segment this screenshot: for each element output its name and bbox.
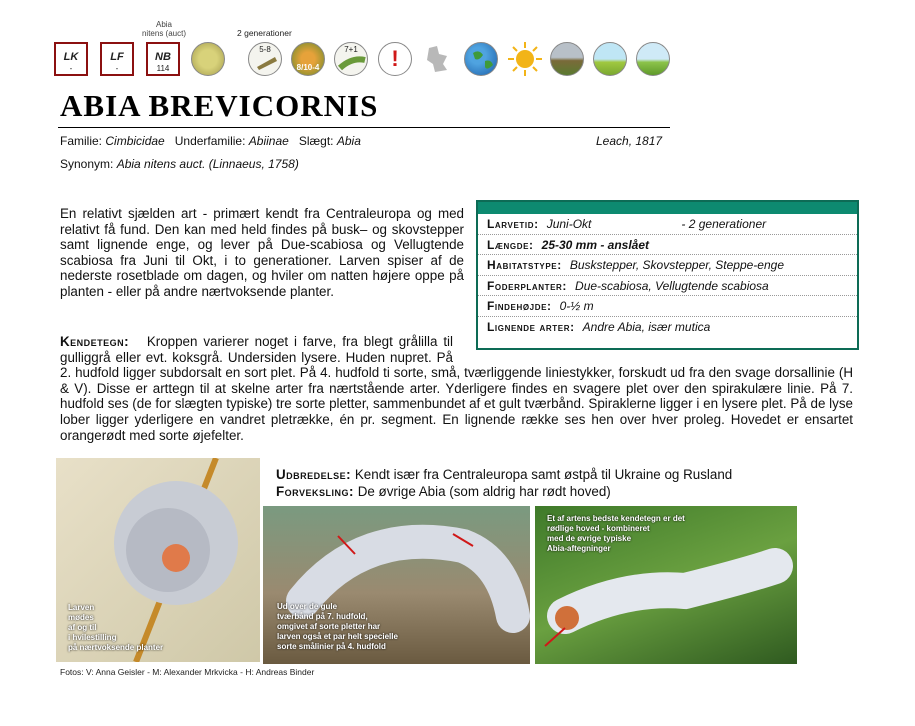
distribution-block: Udbredelse: Kendt især fra Centraleuropa samt østpå til Ukraine og Rusland Forveksling: De øvrige Abia (som aldrig har rødt hoved) [276, 467, 733, 499]
sun-icon[interactable] [506, 40, 544, 78]
taxonomy-line: Familie: Cimbicidae Underfamilie: Abiinae Slægt: Abia [60, 134, 361, 148]
meadow-habitat-icon[interactable] [593, 42, 627, 76]
adult-wasp-icon[interactable]: 5-8 [248, 42, 282, 76]
author: Leach, 1817 [596, 134, 663, 148]
egg-icon[interactable] [191, 42, 225, 76]
title-divider [58, 127, 670, 128]
info-row-habitat: Habitatstype: Buskstepper, Skovstepper, Steppe-enge [478, 255, 857, 276]
denmark-map-icon[interactable] [421, 42, 455, 76]
photo-larva-markings[interactable]: Ud over de gule tværbånd på 7. hudfold, omgivet af sorte pletter har larven også et par helt specielle sorte smålinier på 4. hudfold [263, 506, 530, 664]
info-row-lignende: Lignende arter: Andre Abia, især mutica [487, 319, 711, 334]
kendetegn-paragraph: Kendetegn: Kroppen varierer noget i farve, fra blegt grålilla til gulliggrå eller evt. koksgrå. Undersiden lysere. Huden nupret. På 2. hudfold ligger subdorsalt en sort plet. På 4. hudfold ti sorte, små, tværliggende liniestykker, forskudt ud fra den svage dorsallinie (H & V). Disse er arttegn til at skelne arter fra nærtstående arter. Yderligere findes en svagere plet over den spirakulære linie. På 7. hudfold ses (de for slægten typiske) tre sorte pletter, sammenbundet af et gult tværbånd. Spiraklerne ligger i en lysere plet. På de lyse lober ligger yderligere en vandret pletrække, én pr. segment. En lignende række ses hen over hver proleg. Hovedet er ensartet orangerødt med sorte øjefelter. [60, 334, 853, 443]
float-spacer [453, 334, 853, 362]
info-row-findehoejde: Findehøjde: 0-½ m [478, 296, 857, 317]
grassland-habitat-icon[interactable] [636, 42, 670, 76]
info-box-header-bar [478, 202, 857, 214]
larva-period-icon[interactable]: 7+1 [334, 42, 368, 76]
abia-note: Abia nitens (auct) [141, 20, 187, 38]
generations-note: 2 generationer [237, 28, 292, 38]
species-info-box [476, 200, 859, 350]
world-globe-icon[interactable] [464, 42, 498, 76]
lf-status-icon[interactable]: LF - [100, 42, 134, 76]
nb-status-icon[interactable]: NB 114 [146, 42, 180, 76]
info-row-foderplanter: Foderplanter: Due-scabiosa, Vellugtende scabiosa [478, 276, 857, 297]
info-row-larvetid: Larvetid: Juni-Okt - 2 generationer [478, 214, 857, 235]
warning-icon[interactable]: ! [378, 42, 412, 76]
info-row-laengde: Længde: 25-30 mm - anslået [478, 235, 857, 256]
steppe-habitat-icon[interactable] [550, 42, 584, 76]
photo-larva-resting[interactable]: Larven mødes af og til i hvilestilling på nærtvoksende planter [56, 458, 260, 662]
lk-status-icon[interactable]: LK - [54, 42, 88, 76]
page-title: ABIA BREVICORNIS [60, 88, 379, 123]
photo-larva-head[interactable]: Et af artens bedste kendetegn er det rødlige hoved - kombineret med de øvrige typiske Abia-aftegninger [535, 506, 797, 664]
synonym-line: Synonym: Abia nitens auct. (Linnaeus, 1758) [60, 157, 299, 171]
photo-credits: Fotos: V: Anna Geisler - M: Alexander Mrkvicka - H: Andreas Binder [60, 667, 315, 677]
flower-date-icon[interactable]: 8/10-4 [291, 42, 325, 76]
intro-paragraph: En relativt sjælden art - primært kendt fra Centraleuropa og med relativt få fund. Den kan med held findes på busk– og skovstepper samt lignende enge, og lever på Due-scabiosa og Vellugtende scabiosa fra Juni til Okt, i to generationer. Larven spiser af de nederste rosetblade om dagen, og hviler om natten højere oppe på planten - eller på andre nærtvoksende planter. [60, 206, 464, 299]
